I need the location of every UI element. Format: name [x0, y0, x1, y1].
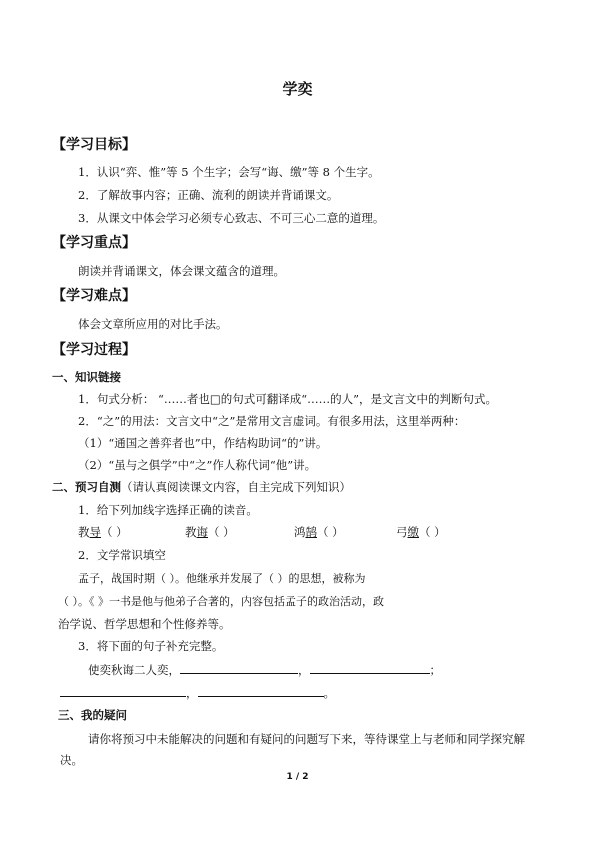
pron-item-4: 弓缴（ ）: [396, 525, 446, 539]
part2-q2-line-1: 孟子，战国时期（ ）。他继承并发展了（ ）的思想，被称为: [78, 572, 366, 585]
underlined-char: 缴: [407, 525, 419, 539]
part1-heading: 一、知识链接: [52, 370, 121, 384]
part1-line-2: 2．“之”的用法：文言文中“之”是常用文言虚词。有很多用法，这里举两种：: [78, 414, 466, 428]
part1-line-1: 1．句式分析： “……者也□的句式可翻译成“……的人”，是文言文中的判断句式。: [78, 392, 497, 406]
section-goals: 【学习目标】: [52, 137, 136, 153]
part3-text-1: 请你将预习中未能解决的问题和有疑问的问题写下来，等待课堂上与老师和同学探究解: [88, 732, 525, 746]
part1-line-4: （2）“虽与之俱学”中“之”作人称代词“他”讲。: [78, 458, 317, 472]
section-focus: 【学习重点】: [52, 235, 136, 251]
part2-heading-note: （请认真阅读课文内容，自主完成下列知识）: [121, 480, 351, 494]
pron-item-1: 教导（ ）: [78, 525, 128, 539]
answer-blank[interactable]: [180, 661, 298, 674]
page-number: 1 / 2: [286, 772, 309, 782]
part2-heading-label: 二、预习自测: [52, 480, 121, 494]
part1-line-3: （1）“通国之善弈者也”中，作结构助词“的”讲。: [78, 436, 328, 450]
underlined-char: 诲: [196, 525, 208, 539]
difficulty-text: 体会文章所应用的对比手法。: [78, 317, 228, 331]
pron-item-2: 教诲（ ）: [185, 525, 235, 539]
fill-line-2: ， 。: [60, 684, 335, 701]
fill-line-1: 使奕秋诲二人奕， ， ；: [88, 663, 441, 677]
focus-text: 朗读并背诵课文，体会课文蕴含的道理。: [78, 264, 285, 278]
goal-item-3: 3．从课文中体会学习必须专心致志、不可三心二意的道理。: [78, 211, 385, 225]
part2-q1: 1．给下列加线字选择正确的读音。: [78, 503, 258, 517]
section-process: 【学习过程】: [52, 342, 136, 358]
goal-item-1: 1．认识“弈、惟”等 5 个生字；会写“诲、缴”等 8 个生字。: [78, 165, 380, 179]
pron-item-3: 鸿鹄（ ）: [294, 525, 344, 539]
answer-blank[interactable]: [60, 684, 186, 697]
part3-heading: 三、我的疑问: [58, 708, 127, 722]
underlined-char: 导: [89, 525, 101, 539]
part2-q2: 2．文学常识填空: [78, 548, 166, 562]
underlined-char: 鹄: [305, 525, 317, 539]
goal-item-2: 2．了解故事内容；正确、流利的朗读并背诵课文。: [78, 188, 339, 202]
part2-heading: [52, 479, 351, 495]
page-title: 学奕: [282, 80, 313, 98]
part2-q3: 3．将下面的句子补充完整。: [78, 639, 224, 653]
part2-q2-line-2: （ ）。《 》一书是他与他弟子合著的，内容包括孟子的政治活动，政: [58, 595, 384, 608]
part3-text-2: 决。: [60, 753, 83, 767]
answer-blank[interactable]: [198, 684, 324, 697]
answer-blank[interactable]: [310, 661, 430, 674]
part2-q2-line-3: 治学说、哲学思想和个性修养等。: [58, 617, 231, 631]
section-difficulty: 【学习难点】: [52, 288, 136, 304]
